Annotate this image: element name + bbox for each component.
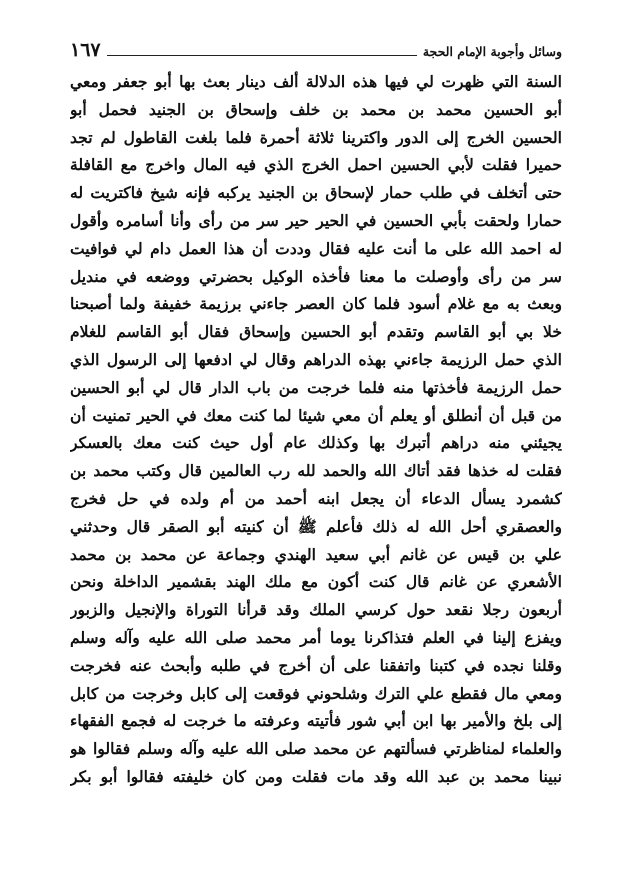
text-line: إلى بلخ والأمير بها ابن أبي شور فأتيته وعرفته ما خرجت له فجمع الفقهاء <box>70 711 562 731</box>
text-line: نبينا محمد بن عبد الله وقد مات فقلت ومن كان خليفته فقالوا أبو بكر <box>70 766 562 786</box>
text-line: السنة التي ظهرت لي فيها هذه الدلالة ألف دينار بعث بها أبو جعفر ومعي <box>70 72 562 91</box>
text-line: ويفزع إلينا في العلم فتذاكرنا يوما أمر محمد صلى الله عليه وآله وسلم <box>70 627 562 647</box>
text-line: فقلت له خذها فقد أتاك الله والحمد لله رب العالمين قال وكتب محمد بن <box>70 461 562 481</box>
running-title: وسائل وأجوبة الإمام الحجة <box>422 44 562 59</box>
text-line: الذي حمل الرزيمة جاءني بهذه الدراهم وقال لي ادفعها إلى الرسول الذي <box>70 349 562 369</box>
text-line: خلا بي أبو القاسم وتقدم أبو الحسين وإسحاق فقال أبو القاسم للغلام <box>70 322 562 342</box>
page-header <box>70 38 562 60</box>
text-line: وقلنا نجده في كتبنا واتفقنا على أن أخرج في طلبه وأبحث عنه فخرجت <box>70 655 562 675</box>
header-rule <box>107 55 417 56</box>
text-line: حمارا ولحقت بأبي الحسين في الحير حير سر من رأى وأنا أسامره وأقول <box>70 210 562 230</box>
text-line: كشمرد يسأل الدعاء أن يجعل ابنه أحمد من أم ولده في حل فخرج <box>70 488 562 508</box>
text-line: الأشعري عن غانم قال كنت أكون مع ملك الهند بقشمير الداخلة ونحن <box>70 572 562 592</box>
text-line: وبعث به مع غلام أسود فلما كان العصر جاءني برزيمة خفيفة ولما أصبحنا <box>70 294 562 314</box>
text-line: الحسين الخرج إلى الدور واكترينا ثلاثة أحمرة فلما بلغت القاطول لم تجد <box>70 127 562 147</box>
text-line: علي بن قيس عن غانم أبي سعيد الهندي وجماعة عن محمد بن محمد <box>70 544 562 564</box>
text-line: حتى أتخلف في طلب حمار لإسحاق بن الجنيد يركبه فإنه شيخ فاكتريت له <box>70 183 562 203</box>
text-line: سر من رأى وأوصلت ما معنا فأخذه الوكيل بحضرتي ووضعه في منديل <box>70 266 562 286</box>
text-line: أبو الحسين محمد بن محمد بن خلف وإسحاق بن الجنيد فحمل أبو <box>70 99 562 119</box>
text-line: والعلماء لمناظرتي فسألتهم عن محمد صلى الله عليه وآله وسلم فقالوا هو <box>70 739 562 759</box>
text-line: حميرا فقلت لأبي الحسين احمل الخرج الذي فيه المال واخرج مع القافلة <box>70 155 562 175</box>
text-line: من قبل أن أنطلق أو يعلم أن معي شيئا لما كنت معك في الحير تمنيت أن <box>70 405 562 425</box>
text-line: يجيئني منه دراهم أتبرك بها وكذلك عام أول حيث كنت معك بالعسكر <box>70 433 562 453</box>
text-line: ومعي مال فقطع علي الترك وشلحوني فوقعت إلى كابل وخرجت من كابل <box>70 683 562 703</box>
body-text <box>70 68 562 791</box>
text-line: حمل الرزيمة فأخذتها منه فلما خرجت من باب الدار قال لي أبو الحسين <box>70 377 562 397</box>
text-line: أربعون رجلا نقعد حول كرسي الملك وقد قرأنا التوراة والإنجيل والزبور <box>70 600 562 620</box>
page-number: ١٦٧ <box>70 39 101 61</box>
text-line: له احمد الله على ما أنت عليه فقال وددت أن هذا العمل دام لي فوافيت <box>70 238 562 258</box>
text-line: والعصقري أحل الله له ذلك فأعلم ﷺ أن كنيته أبو الصقر قال وحدثني <box>70 516 562 536</box>
